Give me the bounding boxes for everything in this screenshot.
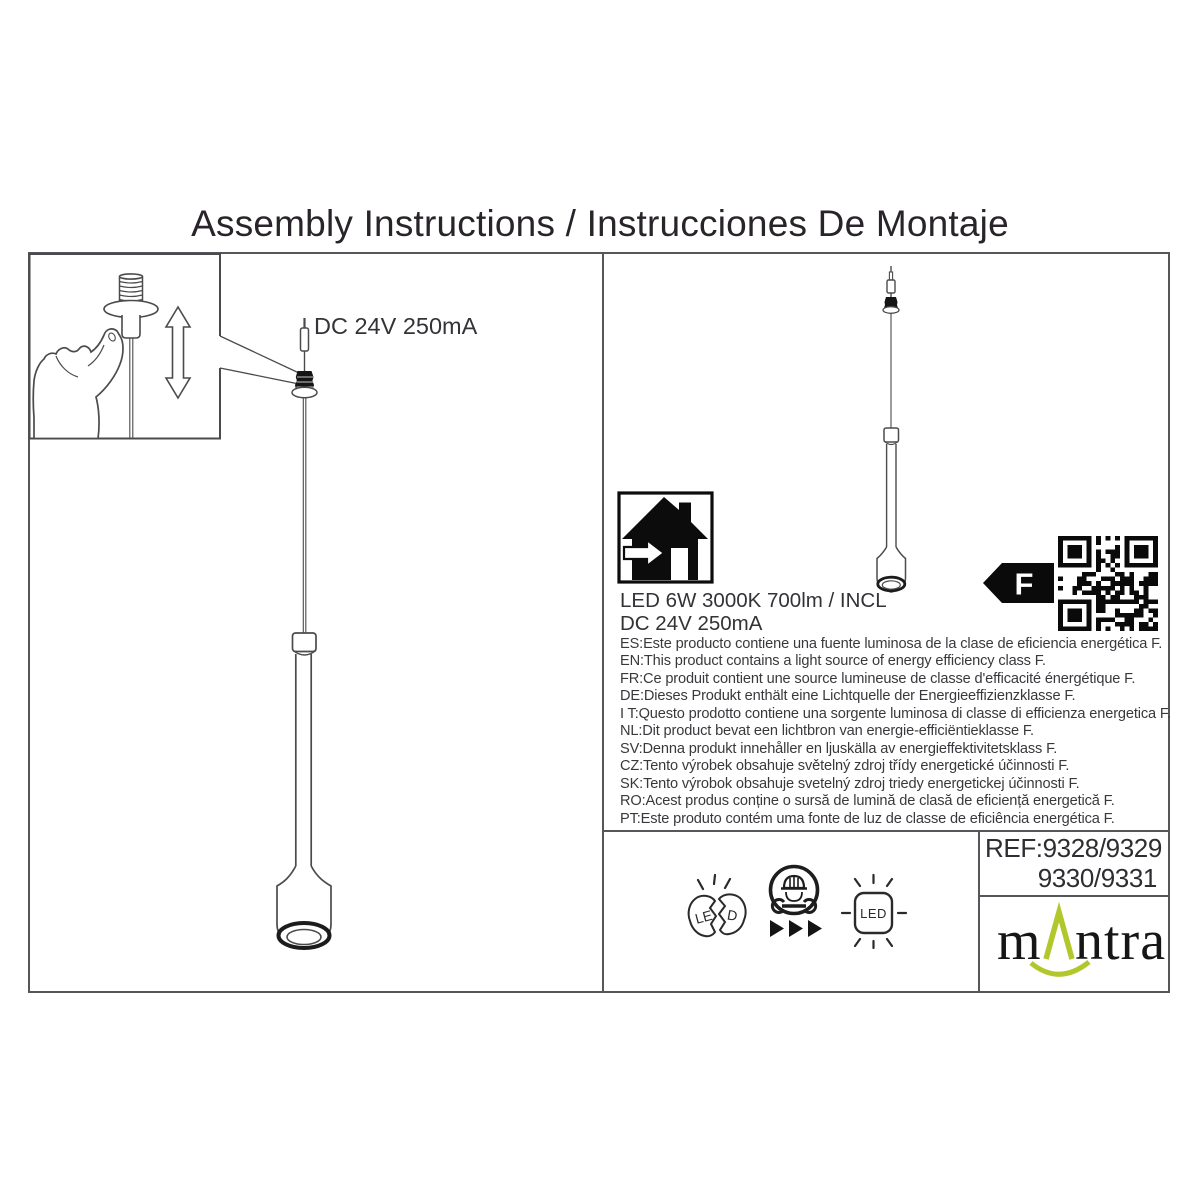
logo-text-right: ntra: [1075, 910, 1167, 972]
power-spec-label: DC 24V 250mA: [314, 313, 478, 339]
energy-class-arrow: [982, 560, 1056, 606]
ref-box-left-border: [978, 830, 980, 993]
lamp-head: [877, 547, 906, 592]
broken-led-right-label: D: [726, 906, 739, 924]
lamp-tube: [887, 444, 896, 547]
lamp-head: [277, 866, 331, 948]
tube-cap: [293, 633, 317, 652]
led-icon: [838, 869, 912, 949]
language-line: FR:Ce produit contient une source lumineuse de classe d'efficacité énergétique F.: [620, 670, 1136, 687]
spec-lines: [620, 590, 887, 635]
language-line: EN:This product contains a light source of energy efficiency class F.: [620, 653, 1046, 670]
led-not-replaceable-icon: [683, 867, 755, 947]
tube-cap: [884, 428, 899, 442]
suspension-cable: [303, 398, 306, 633]
ref-logo-divider: [978, 895, 1170, 897]
inset-cable: [130, 338, 133, 438]
logo-text-left: m: [997, 910, 1041, 972]
left-panel-illustration: [28, 252, 605, 993]
language-line: NL:Dit product bevat een lichtbron van energie-efficiëntieklasse F.: [620, 723, 1034, 740]
spark-lines: [698, 875, 730, 889]
page-title: Assembly Instructions / Instrucciones De Montaje: [191, 203, 1009, 244]
up-down-arrow-icon: [166, 307, 190, 398]
language-line: SV:Denna produkt innehåller en ljuskälla av energieffektivitetsklass F.: [620, 740, 1058, 757]
language-line: ES:Este producto contiene una fuente luminosa de la clase de eficiencia energética F.: [620, 636, 1163, 652]
language-line: RO:Acest produs conține o sursă de lumină de clasă de eficiență energetică F.: [620, 793, 1115, 810]
spec-line-2: DC 24V 250mA: [620, 611, 763, 635]
pendant-lamp-left: [277, 318, 331, 948]
ref-line-2: 9330/9331: [1037, 862, 1157, 893]
forward-triangles-icon: [770, 920, 822, 937]
dc-plug: [887, 280, 895, 293]
dc-plug: [301, 328, 309, 351]
hand-illustration: [33, 329, 123, 439]
service-technician-icon: [762, 861, 844, 951]
cable-gripper-callout: [220, 336, 299, 384]
ref-line-1: REF:9328/9329: [985, 833, 1162, 863]
indoor-use-icon: [617, 491, 714, 584]
broken-led-left-label: LE: [693, 906, 714, 927]
language-line: DE:Dieses Produkt enthält eine Lichtquelle der Energieeffizienzklasse F.: [620, 688, 1076, 705]
lamp-tube: [296, 654, 311, 866]
qr-code: [1058, 536, 1158, 631]
ref-box: [985, 833, 1162, 893]
ref-row-divider: [602, 830, 1170, 832]
language-line: CZ:Tento výrobek obsahuje světelný zdroj třídy energetické účinnosti F.: [620, 758, 1070, 775]
language-lines: [620, 636, 1171, 828]
energy-class-letter: F: [1014, 566, 1034, 602]
brand-logo: [993, 902, 1175, 988]
logo-caret-icon: [1046, 912, 1072, 959]
led-label: LED: [860, 906, 887, 921]
spec-line-1: LED 6W 3000K 700lm / INCL: [620, 589, 887, 612]
language-line: SK:Tento výrobok obsahuje svetelný zdroj triedy energetickej účinnosti F.: [620, 775, 1080, 792]
language-line: PT:Este produto contém uma fonte de luz de classe de eficiência energética F.: [620, 810, 1115, 827]
door-shape: [671, 548, 688, 580]
language-line: I T:Questo prodotto contiene una sorgente luminosa di classe di efficienza energetica F.: [620, 705, 1171, 722]
